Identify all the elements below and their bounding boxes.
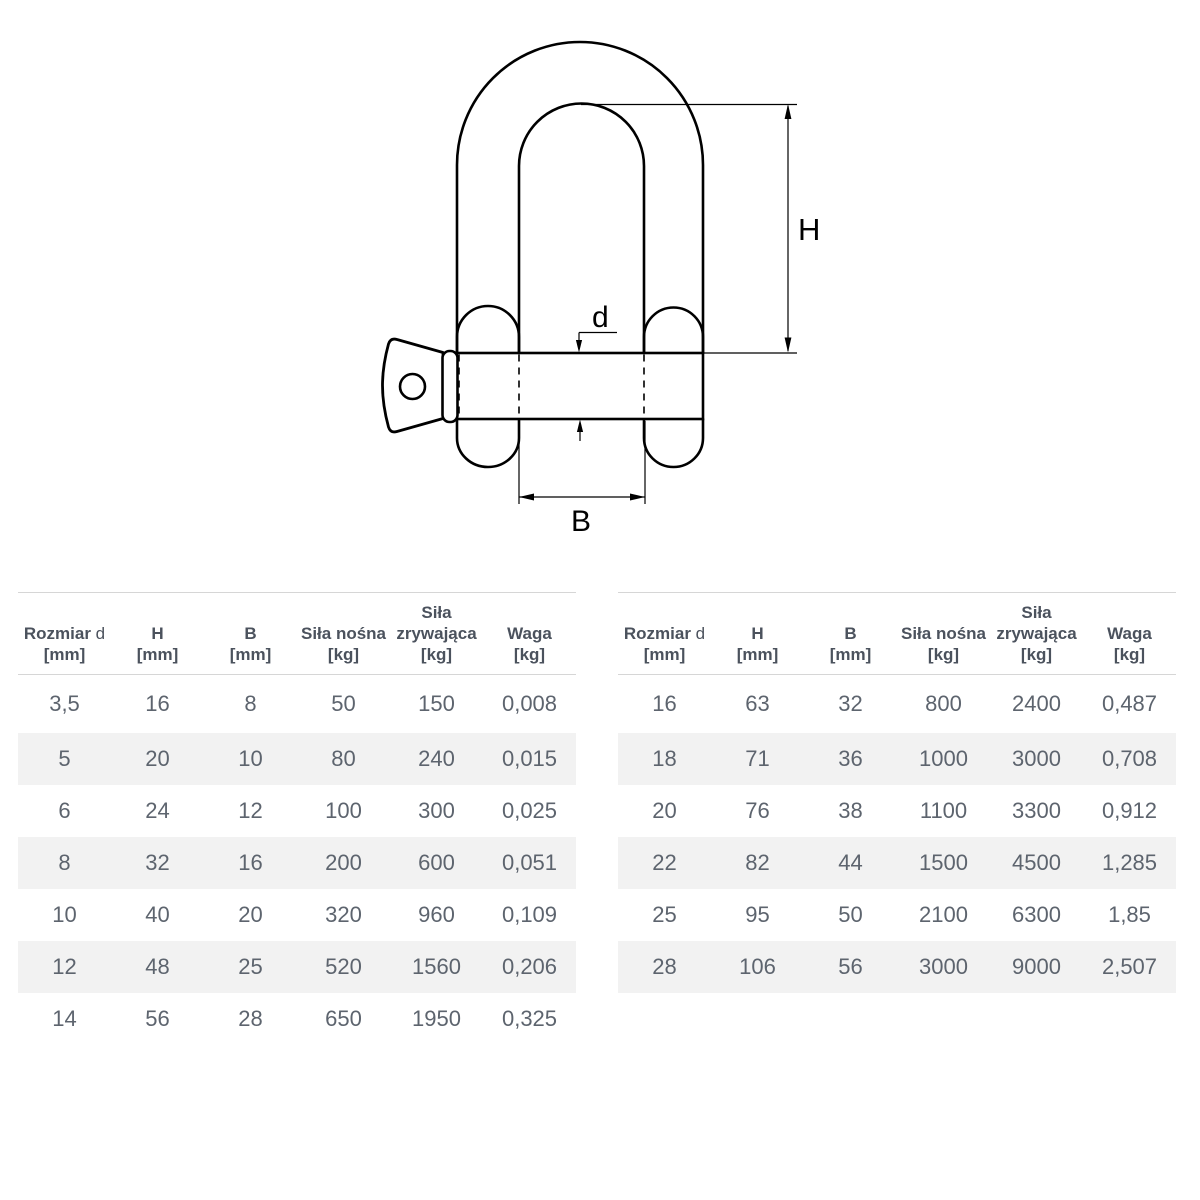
table-cell: 18 [652, 746, 677, 771]
pin-collar [443, 351, 458, 422]
b-dimension-label: B [571, 505, 592, 538]
table-cell: 10 [238, 746, 263, 771]
table-cell: 10 [52, 902, 77, 927]
table-cell: 150 [418, 691, 455, 716]
table-cell: 960 [418, 902, 455, 927]
table-cell: 0,025 [501, 798, 558, 823]
table-cell: 16 [145, 691, 170, 716]
column-header: B [mm] [229, 624, 272, 664]
table-cell: 20 [652, 798, 677, 823]
table-cell: 95 [745, 902, 770, 927]
d-dimension-label: d [592, 301, 609, 334]
table-row [618, 837, 1176, 889]
table-cell: 0,051 [501, 850, 558, 875]
table-cell: 3300 [1012, 798, 1061, 823]
table-cell: 0,912 [1101, 798, 1158, 823]
table-row [18, 941, 576, 993]
table-row [18, 675, 576, 733]
table-cell: 2100 [919, 902, 968, 927]
table-cell: 1100 [919, 798, 968, 823]
column-header: Siła zrywająca [kg] [396, 603, 477, 664]
table-cell: 50 [331, 691, 356, 716]
table-cell: 28 [652, 954, 677, 979]
left-leg-top-boss [457, 306, 519, 353]
table-row [618, 785, 1176, 837]
column-header: Siła zrywająca [kg] [996, 603, 1077, 664]
table-cell: 1,285 [1101, 850, 1158, 875]
table-cell: 1000 [919, 746, 968, 771]
table-cell: 8 [58, 850, 71, 875]
table-cell: 200 [325, 850, 362, 875]
table-cell: 0,206 [501, 954, 558, 979]
table-cell: 9000 [1012, 954, 1061, 979]
table-cell: 56 [838, 954, 863, 979]
shackle-diagram [0, 0, 1200, 560]
spec-table-right [618, 592, 1176, 993]
right-leg-top-boss [644, 308, 703, 354]
table-cell: 20 [145, 746, 170, 771]
table-cell: 44 [838, 850, 863, 875]
table-row [18, 889, 576, 941]
table-cell: 100 [325, 798, 362, 823]
pin-head-hole [400, 374, 425, 399]
left-leg-bottom-boss [457, 419, 519, 467]
table-cell: 25 [238, 954, 263, 979]
table-cell: 1950 [412, 1006, 461, 1031]
table-cell: 80 [331, 746, 356, 771]
table-cell: 6300 [1012, 902, 1061, 927]
table-row [18, 837, 576, 889]
table-cell: 520 [325, 954, 362, 979]
table-cell: 28 [238, 1006, 263, 1031]
table-cell: 12 [238, 798, 263, 823]
table-header-row [18, 593, 576, 675]
table-cell: 240 [418, 746, 455, 771]
h-arrow-down [785, 338, 792, 353]
column-header: H [mm] [136, 624, 179, 664]
table-row [18, 785, 576, 837]
table-cell: 8 [244, 691, 257, 716]
table-cell: 38 [838, 798, 863, 823]
table-cell: 20 [238, 902, 263, 927]
table-cell: 300 [418, 798, 455, 823]
table-cell: 63 [745, 691, 770, 716]
table-cell: 82 [745, 850, 770, 875]
table-row [18, 993, 576, 1045]
table-body [18, 675, 576, 1045]
table-cell: 50 [838, 902, 863, 927]
table-cell: 12 [52, 954, 77, 979]
right-leg-bottom-boss [644, 419, 703, 467]
column-header: Siła nośna [kg] [900, 624, 987, 664]
table-cell: 6 [58, 798, 71, 823]
table-cell: 0,008 [501, 691, 558, 716]
column-header: B [mm] [829, 624, 872, 664]
d-arrow-down [576, 340, 582, 353]
table-row [618, 733, 1176, 785]
table-row [18, 733, 576, 785]
table-cell: 320 [325, 902, 362, 927]
table-cell: 1500 [919, 850, 968, 875]
table-cell: 24 [145, 798, 170, 823]
table-cell: 3000 [919, 954, 968, 979]
column-header: Rozmiar d [mm] [623, 624, 706, 664]
table-cell: 0,487 [1101, 691, 1158, 716]
table-cell: 0,708 [1101, 746, 1158, 771]
table-cell: 600 [418, 850, 455, 875]
table-cell: 4500 [1012, 850, 1061, 875]
b-arrow-right [630, 494, 645, 501]
table-body [618, 675, 1176, 993]
table-cell: 76 [745, 798, 770, 823]
table-cell: 22 [652, 850, 677, 875]
table-row [618, 889, 1176, 941]
table-row [618, 941, 1176, 993]
table-cell: 106 [739, 954, 776, 979]
table-cell: 5 [58, 746, 71, 771]
table-cell: 0,325 [501, 1006, 558, 1031]
table-cell: 3,5 [49, 691, 80, 716]
table-cell: 25 [652, 902, 677, 927]
spec-table-left [18, 592, 576, 1045]
table-cell: 32 [145, 850, 170, 875]
table-cell: 650 [325, 1006, 362, 1031]
column-header: Waga [kg] [507, 624, 552, 664]
table-cell: 0,109 [501, 902, 558, 927]
column-header: Rozmiar d [mm] [23, 624, 106, 664]
shackle-pin [457, 353, 704, 419]
h-dimension-label: H [798, 212, 821, 247]
table-row [618, 675, 1176, 733]
h-arrow-up [785, 104, 792, 119]
table-cell: 36 [838, 746, 863, 771]
table-cell: 1,85 [1108, 902, 1151, 927]
table-cell: 1560 [412, 954, 461, 979]
column-header: Waga [kg] [1107, 624, 1152, 664]
table-cell: 32 [838, 691, 863, 716]
table-cell: 56 [145, 1006, 170, 1031]
table-cell: 16 [652, 691, 677, 716]
table-cell: 48 [145, 954, 170, 979]
table-header-row [618, 593, 1176, 675]
table-cell: 71 [745, 746, 770, 771]
shackle-inner-opening [519, 104, 644, 354]
table-cell: 14 [52, 1006, 77, 1031]
shackle-diagram-svg [0, 0, 1200, 560]
table-cell: 800 [925, 691, 962, 716]
column-header: Siła nośna [kg] [300, 624, 387, 664]
b-arrow-left [519, 494, 534, 501]
table-cell: 0,015 [501, 746, 558, 771]
table-cell: 2,507 [1101, 954, 1158, 979]
table-cell: 16 [238, 850, 263, 875]
table-cell: 40 [145, 902, 170, 927]
d-arrow-up [577, 420, 583, 433]
table-cell: 3000 [1012, 746, 1061, 771]
table-cell: 2400 [1012, 691, 1061, 716]
column-header: H [mm] [736, 624, 779, 664]
